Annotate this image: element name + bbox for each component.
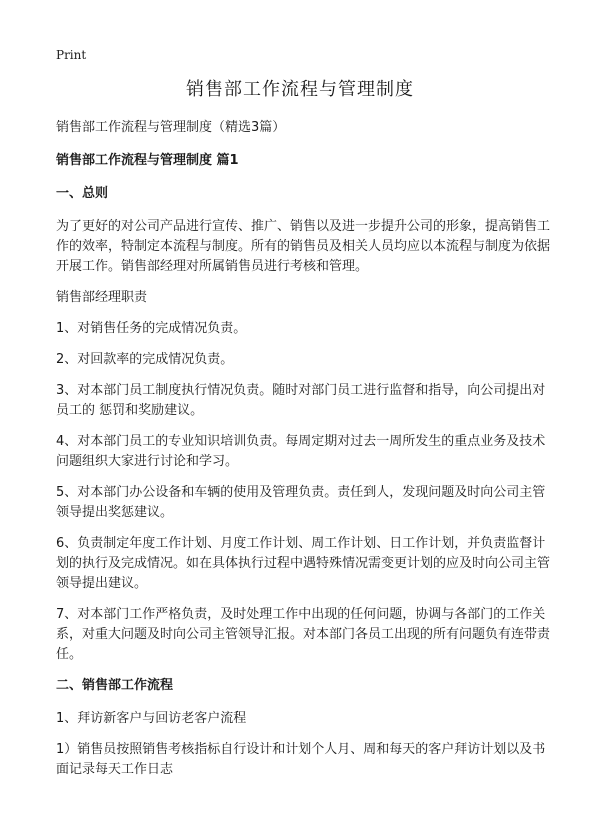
duty-item: 5、对本部门办公设备和车辆的使用及管理负责。责任到人，发现问题及时向公司主管领导提出奖惩建议。 [56, 485, 546, 520]
document-subtitle: 销售部工作流程与管理制度（精选3篇） [56, 120, 286, 135]
document-body [56, 118, 552, 791]
section-heading-workflow: 二、销售部工作流程 [56, 678, 174, 693]
article-title: 销售部工作流程与管理制度 篇1 [56, 153, 239, 168]
duty-item: 3、对本部门员工制度执行情况负责。随时对部门员工进行监督和指导，向公司提出对员工的 惩罚和奖励建议。 [56, 383, 546, 418]
duty-item: 6、负责制定年度工作计划、月度工作计划、周工作计划、日工作计划，并负责监督计划的执行及完成情况。如在具体执行过程中遇特殊情况需变更计划的应及时向公司主管领导提出建议。 [56, 536, 551, 591]
duty-item: 2、对回款率的完成情况负责。 [56, 352, 234, 367]
section-general-paragraph: 为了更好的对公司产品进行宣传、推广、销售以及进一步提升公司的形象，提高销售工作的效率，特制定本流程与制度。所有的销售员及相关人员均应以本流程与制度为依据开展工作。销售部经理对所属销售员进行考核和管理。 [56, 219, 551, 274]
duty-item: 1、对销售任务的完成情况负责。 [56, 321, 247, 336]
workflow-item-detail: 1）销售员按照销售考核指标自行设计和计划个人月、周和每天的客户拜访计划以及书面记录每天工作日志 [56, 742, 546, 777]
document-title: 销售部工作流程与管理制度 [186, 79, 414, 100]
section-heading-general: 一、总则 [56, 186, 109, 201]
workflow-item: 1、拜访新客户与回访老客户流程 [56, 711, 247, 726]
manager-duties-heading: 销售部经理职责 [56, 290, 148, 305]
duty-item: 7、对本部门工作严格负责，及时处理工作中出现的任何问题，协调与各部门的工作关系，对重大问题及时向公司主管领导汇报。对本部门各员工出现的所有问题负有连带责任。 [56, 607, 551, 662]
duty-item: 4、对本部门员工的专业知识培训负责。每周定期对过去一周所发生的重点业务及技术问题组织大家进行讨论和学习。 [56, 434, 546, 469]
print-label: Print [56, 48, 87, 62]
